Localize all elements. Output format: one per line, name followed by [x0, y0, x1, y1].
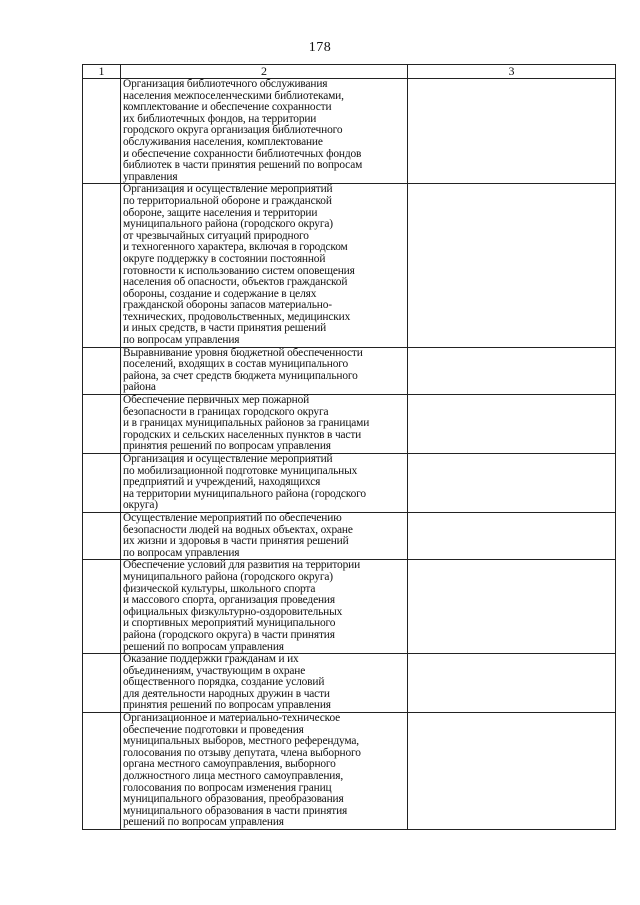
table-row — [83, 395, 616, 454]
row-value-cell — [408, 512, 616, 559]
row-number-cell — [83, 560, 121, 654]
table-row — [83, 713, 616, 830]
table-row — [83, 454, 616, 513]
table-row — [83, 184, 616, 347]
table-row — [83, 79, 616, 184]
row-text-cell: Организация библиотечного обслуживания населения межпоселенческими библиотеками, комплектование и обеспечение сохранности их библиотечных фондов, на территории городского округа организация библиотечного обслуживания населения, комплектование и обеспечение сохранности библиотечных фондов библиотек в части принятия решений по вопросам управления — [121, 79, 408, 184]
column-header-2: 2 — [121, 65, 408, 79]
row-text-cell: Оказание поддержки гражданам и их объединениям, участвующим в охране общественного порядка, создание условий для деятельности народных дружин в части принятия решений по вопросам управления — [121, 654, 408, 713]
column-header-3: 3 — [408, 65, 616, 79]
row-number-cell — [83, 184, 121, 347]
row-value-cell — [408, 347, 616, 394]
row-number-cell — [83, 395, 121, 454]
table-header — [83, 65, 616, 79]
row-number-cell — [83, 79, 121, 184]
row-text-cell: Организация и осуществление мероприятий по территориальной обороне и гражданской обороне, защите населения и территории муниципального района (городского округа) от чрезвычайных ситуаций природного и техногенного характера, включая в городском округе поддержку в состоянии постоянной готовности к использованию систем оповещения населения об опасности, объектов гражданской обороны, создание и содержание в целях гражданской обороны запасов материально- технических, продовольственных, медицинских и иных средств, в части принятия решений по вопросам управления — [121, 184, 408, 347]
powers-table — [82, 64, 616, 830]
row-number-cell — [83, 713, 121, 830]
row-text-cell: Организационное и материально-техническое обеспечение подготовки и проведения муниципальных выборов, местного референдума, голосования по отзыву депутата, члена выборного органа местного самоуправления, выборного должностного лица местного самоуправления, голосования по вопросам изменения границ муниципального образования, преобразования муниципального образования в части принятия решений по вопросам управления — [121, 713, 408, 830]
row-number-cell — [83, 454, 121, 513]
row-text-cell: Организация и осуществление мероприятий по мобилизационной подготовке муниципальных предприятий и учреждений, находящихся на территории муниципального района (городского округа) — [121, 454, 408, 513]
table-row — [83, 560, 616, 654]
row-value-cell — [408, 654, 616, 713]
row-text-cell: Осуществление мероприятий по обеспечению безопасности людей на водных объектах, охране их жизни и здоровья в части принятия решений по вопросам управления — [121, 512, 408, 559]
header-row — [83, 65, 616, 79]
table-row — [83, 347, 616, 394]
row-number-cell — [83, 347, 121, 394]
row-value-cell — [408, 79, 616, 184]
row-value-cell — [408, 395, 616, 454]
row-value-cell — [408, 560, 616, 654]
page-number: 178 — [308, 40, 332, 55]
table-body — [83, 79, 616, 830]
row-value-cell — [408, 713, 616, 830]
column-header-1: 1 — [83, 65, 121, 79]
table-row — [83, 654, 616, 713]
row-value-cell — [408, 454, 616, 513]
row-number-cell — [83, 654, 121, 713]
table-row — [83, 512, 616, 559]
row-value-cell — [408, 184, 616, 347]
row-number-cell — [83, 512, 121, 559]
row-text-cell: Выравнивание уровня бюджетной обеспеченности поселений, входящих в состав муниципального района, за счет средств бюджета муниципального района — [121, 347, 408, 394]
row-text-cell: Обеспечение условий для развития на территории муниципального района (городского округа) физической культуры, школьного спорта и массового спорта, организация проведения официальных физкультурно-оздоровительных и спортивных мероприятий муниципального района (городского округа) в части принятия решений по вопросам управления — [121, 560, 408, 654]
row-text-cell: Обеспечение первичных мер пожарной безопасности в границах городского округа и в границах муниципальных районов за границами городских и сельских населенных пунктов в части принятия решений по вопросам управления — [121, 395, 408, 454]
